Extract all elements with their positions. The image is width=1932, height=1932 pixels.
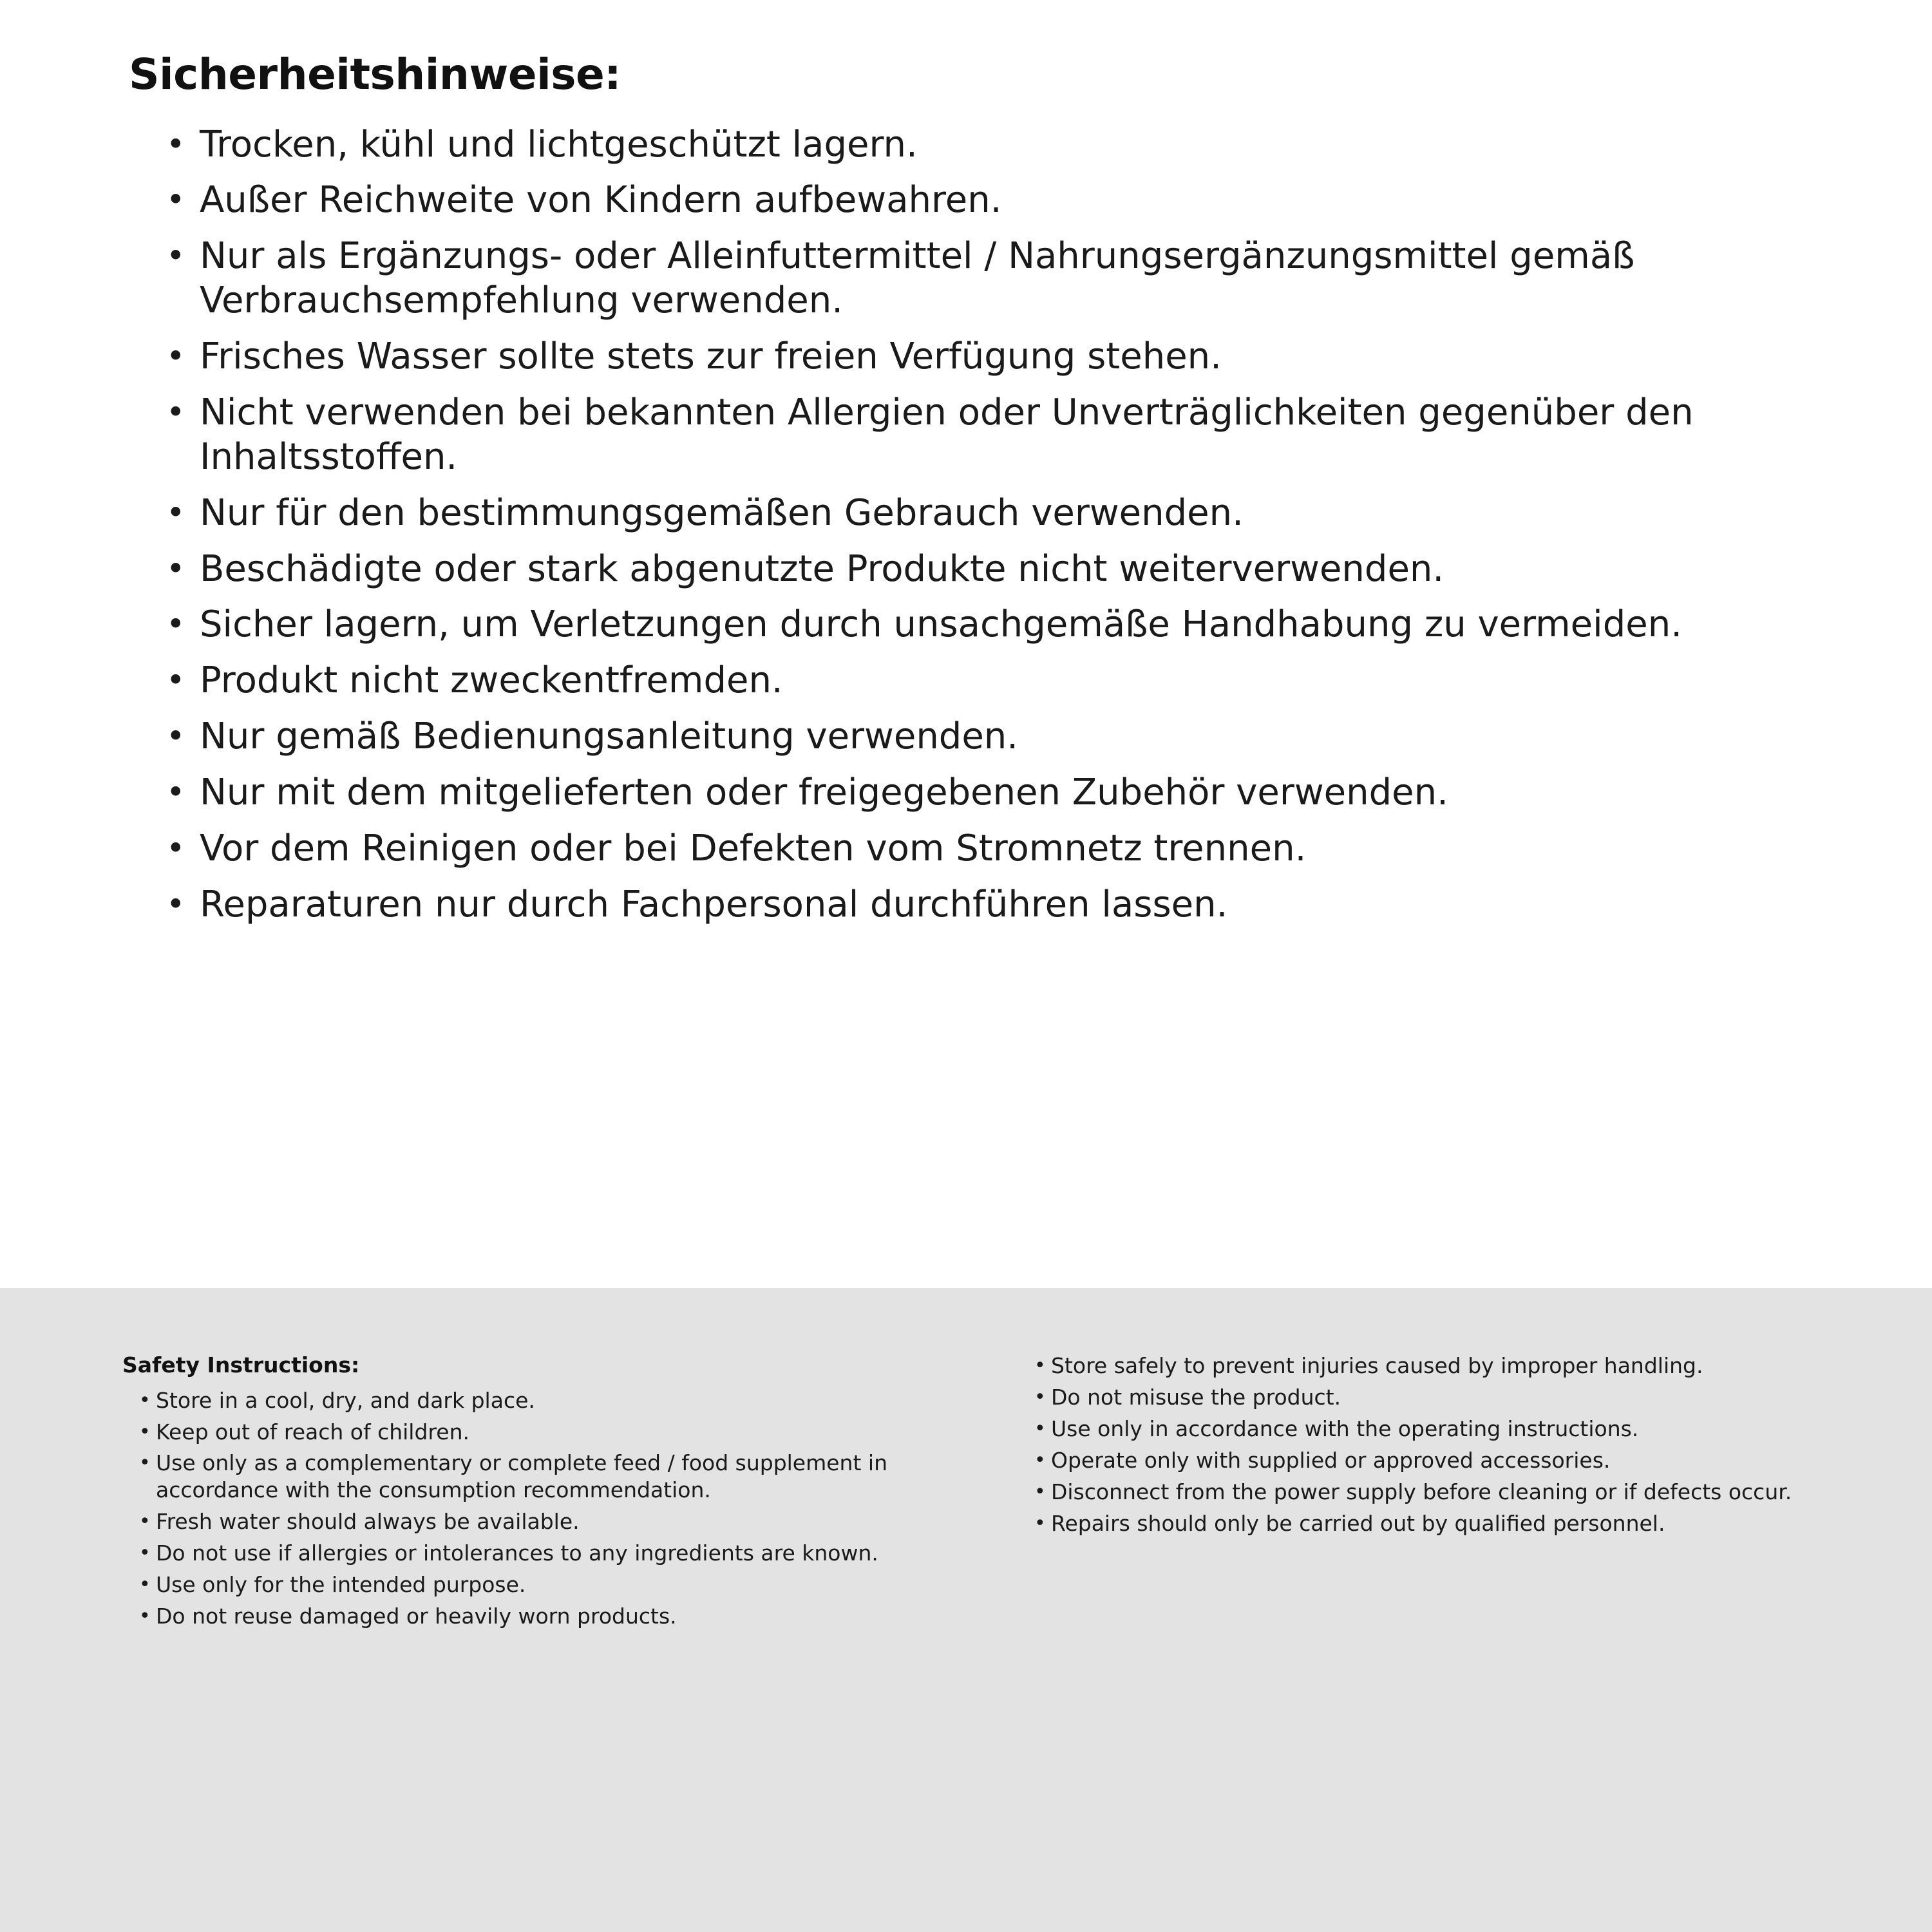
list-item: [139, 1540, 960, 1567]
bullet-icon: •: [1034, 1511, 1046, 1535]
list-item: [139, 1387, 960, 1414]
bullet-icon: •: [166, 717, 185, 755]
list-item: [166, 771, 1848, 815]
bullet-icon: •: [166, 549, 185, 587]
list-item-text: Do not misuse the product.: [1051, 1384, 1341, 1410]
list-item-text: Frisches Wasser sollte stets zur freien Verfügung stehen.: [200, 336, 1222, 378]
english-columns: [122, 1352, 1855, 1634]
list-item-text: Produkt nicht zweckentfremden.: [200, 659, 783, 702]
list-item: [166, 547, 1848, 592]
bullet-icon: •: [166, 829, 185, 867]
list-item-text: Use only in accordance with the operating instructions.: [1051, 1416, 1639, 1441]
german-safety-list: [129, 123, 1855, 927]
list-item: [166, 883, 1848, 927]
english-column-left: [122, 1352, 960, 1634]
list-item: [1034, 1510, 1855, 1537]
english-safety-list-left: [122, 1387, 960, 1630]
bullet-icon: •: [166, 181, 185, 219]
list-item: [139, 1603, 960, 1630]
list-item-text: Nur mit dem mitgelieferten oder freigegebenen Zubehör verwenden.: [200, 772, 1448, 814]
bullet-icon: •: [139, 1388, 151, 1412]
bullet-icon: •: [166, 773, 185, 811]
bullet-icon: •: [166, 337, 185, 375]
list-item-text: Trocken, kühl und lichtgeschützt lagern.: [200, 123, 918, 166]
english-safety-section: [0, 1288, 1932, 1932]
list-item: [1034, 1384, 1855, 1411]
list-item-text: Außer Reichweite von Kindern aufbewahren.: [200, 179, 1002, 222]
bullet-icon: •: [139, 1604, 151, 1627]
bullet-icon: •: [166, 393, 185, 431]
list-item-text: Keep out of reach of children.: [156, 1419, 469, 1444]
list-item: [166, 659, 1848, 703]
list-item: [166, 335, 1848, 379]
list-item: [139, 1450, 960, 1504]
bullet-icon: •: [166, 237, 185, 275]
list-item: [166, 491, 1848, 536]
list-item-text: Repairs should only be carried out by qualified personnel.: [1051, 1510, 1665, 1536]
bullet-icon: •: [166, 661, 185, 699]
list-item: [1034, 1352, 1855, 1379]
list-item: [139, 1571, 960, 1598]
list-item: [139, 1419, 960, 1446]
list-item: [139, 1508, 960, 1535]
list-item-text: Nur für den bestimmungsgemäßen Gebrauch verwenden.: [200, 491, 1244, 534]
bullet-icon: •: [139, 1510, 151, 1533]
bullet-icon: •: [166, 493, 185, 531]
english-column-right: [1018, 1352, 1855, 1541]
bullet-icon: •: [1034, 1480, 1046, 1503]
bullet-icon: •: [1034, 1385, 1046, 1408]
bullet-icon: •: [166, 605, 185, 643]
german-heading: Sicherheitshinweise:: [129, 50, 621, 99]
list-item-text: Use only as a complementary or complete feed / food supplement in accordance with the consumption recommendation.: [156, 1450, 887, 1503]
list-item-text: Do not use if allergies or intolerances to any ingredients are known.: [156, 1540, 878, 1566]
list-item-text: Nur gemäß Bedienungsanleitung verwenden.: [200, 715, 1019, 758]
list-item: [166, 715, 1848, 759]
list-item: [166, 234, 1848, 323]
list-item-text: Reparaturen nur durch Fachpersonal durchführen lassen.: [200, 883, 1228, 925]
list-item-text: Store safely to prevent injuries caused by improper handling.: [1051, 1353, 1703, 1378]
bullet-icon: •: [1034, 1354, 1046, 1377]
list-item: [1034, 1479, 1855, 1506]
list-item-text: Beschädigte oder stark abgenutzte Produkte nicht weiterverwenden.: [200, 547, 1444, 590]
list-item-text: Nicht verwenden bei bekannten Allergien oder Unverträglichkeiten gegenüber den Inhaltsstoffen.: [200, 391, 1694, 478]
english-safety-list-right: [1018, 1352, 1855, 1537]
list-item-text: Operate only with supplied or approved accessories.: [1051, 1447, 1611, 1473]
bullet-icon: •: [1034, 1417, 1046, 1440]
list-item-text: Vor dem Reinigen oder bei Defekten vom Stromnetz trennen.: [200, 827, 1307, 869]
bullet-icon: •: [1034, 1448, 1046, 1472]
bullet-icon: •: [139, 1573, 151, 1596]
list-item-text: Store in a cool, dry, and dark place.: [156, 1387, 535, 1413]
list-item-text: Sicher lagern, um Verletzungen durch unsachgemäße Handhabung zu vermeiden.: [200, 603, 1682, 646]
english-heading: Safety Instructions:: [122, 1352, 360, 1378]
bullet-icon: •: [139, 1542, 151, 1565]
list-item-text: Fresh water should always be available.: [156, 1509, 580, 1535]
bullet-icon: •: [139, 1452, 151, 1475]
list-item-text: Do not reuse damaged or heavily worn products.: [156, 1603, 677, 1629]
list-item: [166, 123, 1848, 167]
bullet-icon: •: [166, 125, 185, 163]
list-item: [166, 391, 1848, 480]
list-item: [1034, 1416, 1855, 1443]
list-item-text: Use only for the intended purpose.: [156, 1572, 526, 1598]
bullet-icon: •: [166, 885, 185, 923]
list-item: [1034, 1447, 1855, 1474]
list-item-text: Nur als Ergänzungs- oder Alleinfuttermittel / Nahrungsergänzungsmittel gemäß Verbrauchsempfehlung verwenden.: [200, 235, 1635, 322]
list-item: [166, 178, 1848, 223]
bullet-icon: •: [139, 1420, 151, 1443]
list-item: [166, 603, 1848, 647]
list-item-text: Disconnect from the power supply before cleaning or if defects occur.: [1051, 1479, 1792, 1504]
list-item: [166, 827, 1848, 871]
